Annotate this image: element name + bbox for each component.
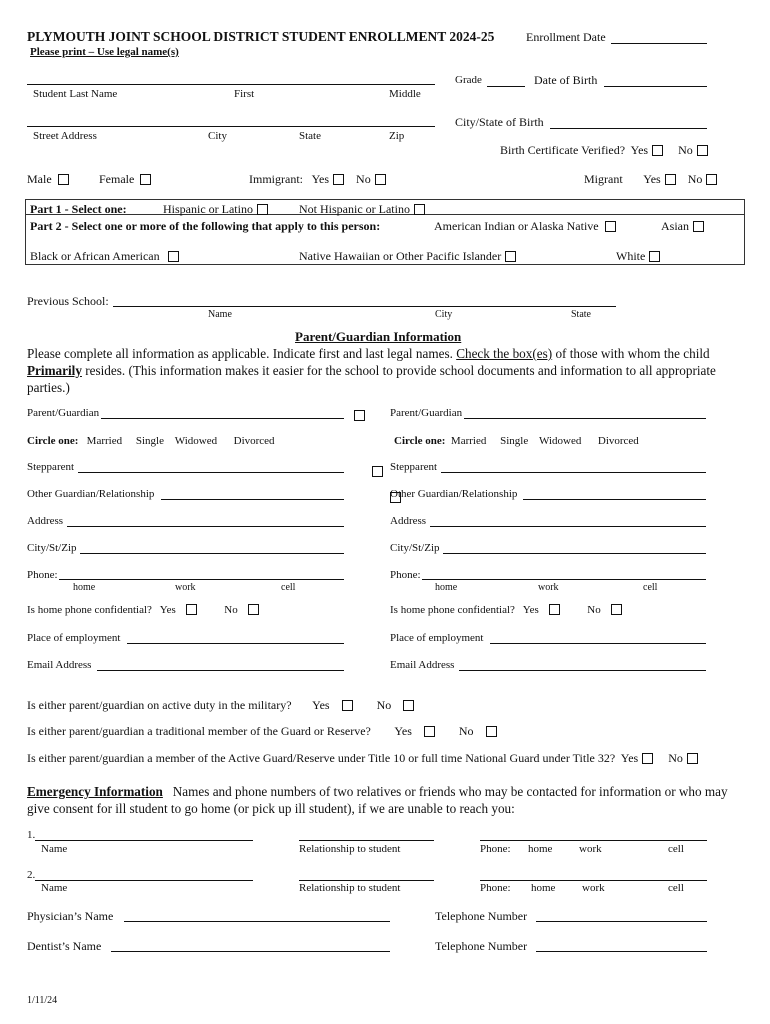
city-state-birth-label: City/State of Birth (455, 115, 544, 129)
white-option (616, 249, 660, 264)
address2-field[interactable] (430, 526, 706, 527)
emergency2-cell-label: cell (668, 882, 684, 894)
dentist-field[interactable] (111, 951, 390, 952)
previous-school-name-label: Name (208, 309, 232, 320)
phone1-home-label: home (73, 582, 96, 593)
military-q1-yes-checkbox[interactable] (342, 700, 353, 711)
emergency1-cell-label: cell (668, 843, 684, 855)
military-q2-no-checkbox[interactable] (486, 726, 497, 737)
intro-part-b: of those with whom the child (552, 346, 710, 361)
black-checkbox[interactable] (168, 251, 179, 262)
parent1-field[interactable] (101, 418, 344, 419)
grade-label: Grade (455, 74, 482, 86)
parent2-marital (394, 435, 639, 447)
white-checkbox[interactable] (649, 251, 660, 262)
immigrant-label: Immigrant: (249, 172, 303, 186)
emergency1-phone-label: Phone: (480, 843, 511, 855)
address1-field[interactable] (67, 526, 344, 527)
student-middle-label: Middle (389, 88, 421, 100)
military-q2 (27, 724, 497, 739)
emergency1-work-label: work (579, 843, 602, 855)
stepparent1-field[interactable] (78, 472, 344, 473)
address1-label: Address (27, 515, 64, 527)
city-state-birth-field[interactable] (550, 128, 707, 129)
parent1-marital (27, 435, 275, 447)
confidential1-label: Is home phone confidential? (27, 604, 152, 616)
zip-label: Zip (389, 130, 405, 142)
parent1-married[interactable]: Married (86, 435, 123, 447)
military-q3-no-checkbox[interactable] (687, 753, 698, 764)
intro-part-a: Please complete all information as applicable. Indicate first and last legal names. (27, 346, 457, 361)
emergency2-phone-label: Phone: (480, 882, 511, 894)
military-q1-yes-label: Yes (312, 698, 330, 712)
confidential1-no-label: No (224, 604, 238, 616)
military-q1-label: Is either parent/guardian on active duty in the military? (27, 698, 292, 712)
phone2-field[interactable] (422, 579, 706, 580)
parent1-checkbox[interactable] (354, 410, 365, 421)
phone1-work-label: work (175, 582, 196, 593)
stepparent2-field[interactable] (441, 472, 706, 473)
emergency1-phone-field[interactable] (480, 840, 707, 841)
parent2-label: Parent/Guardian (390, 407, 463, 419)
city-st-zip1-label: City/St/Zip (27, 542, 77, 554)
male-checkbox[interactable] (58, 174, 69, 185)
immigrant-yes-label: Yes (311, 172, 330, 186)
emergency1-number: 1. (27, 829, 36, 841)
employment2-field[interactable] (490, 643, 706, 644)
student-address-field[interactable] (27, 126, 435, 127)
white-label: White (616, 249, 646, 263)
american-indian-option (434, 219, 616, 234)
parent2-field[interactable] (464, 418, 706, 419)
previous-school-label: Previous School: (27, 294, 109, 308)
hispanic-label: Hispanic or Latino (163, 202, 253, 216)
migrant-no-label: No (687, 172, 703, 186)
grade-field[interactable] (487, 86, 525, 87)
emergency2-name-field[interactable] (35, 880, 253, 881)
military-q3-yes-checkbox[interactable] (642, 753, 653, 764)
email2-label: Email Address (390, 659, 455, 671)
parent2-circle-one-label: Circle one: (394, 435, 446, 447)
print-note: Please print – Use legal name(s) (30, 46, 179, 58)
email1-label: Email Address (27, 659, 92, 671)
male-label: Male (27, 172, 52, 186)
migrant-yes-checkbox[interactable] (665, 174, 676, 185)
birth-cert-label: Birth Certificate Verified? (500, 143, 626, 157)
confidential2-label: Is home phone confidential? (390, 604, 515, 616)
hawaiian-option (299, 249, 516, 264)
other-guardian1-field[interactable] (161, 499, 344, 500)
emergency2-relationship-label: Relationship to student (299, 882, 401, 894)
military-q3 (27, 751, 698, 766)
dob-label: Date of Birth (534, 73, 598, 87)
migrant-question (584, 172, 717, 187)
city-st-zip2-label: City/St/Zip (390, 542, 440, 554)
address2-label: Address (390, 515, 427, 527)
phone2-cell-label: cell (643, 582, 658, 593)
emergency1-name-label: Name (41, 843, 68, 855)
email2-field[interactable] (459, 670, 706, 671)
black-option (30, 249, 179, 264)
stepparent1-label: Stepparent (27, 461, 75, 473)
emergency-title: Emergency Information (27, 784, 163, 799)
military-q1 (27, 698, 414, 713)
stepparent1-checkbox[interactable] (372, 466, 383, 477)
phone2-label: Phone: (390, 569, 421, 581)
stepparent2-label: Stepparent (390, 461, 438, 473)
parent-section-title: Parent/Guardian Information (295, 329, 462, 344)
hispanic-option (163, 202, 268, 217)
emergency2-phone-field[interactable] (480, 880, 707, 881)
birth-cert-yes-label: Yes (630, 143, 649, 157)
student-first-label: First (234, 88, 255, 100)
parent2-single[interactable]: Single (500, 435, 529, 447)
confidential2-no-checkbox[interactable] (611, 604, 622, 615)
part1-label: Part 1 - Select one: (30, 202, 127, 216)
part2-label: Part 2 - Select one or more of the following that apply to this person: (30, 219, 381, 233)
confidential1-yes-checkbox[interactable] (186, 604, 197, 615)
migrant-no-checkbox[interactable] (706, 174, 717, 185)
female-label: Female (99, 172, 135, 186)
street-address-label: Street Address (33, 130, 97, 142)
immigrant-no-checkbox[interactable] (375, 174, 386, 185)
military-q3-no-label: No (668, 751, 683, 765)
birth-cert-no-checkbox[interactable] (697, 145, 708, 156)
parent2-widowed[interactable]: Widowed (539, 435, 582, 447)
physician-field[interactable] (124, 921, 390, 922)
emergency1-home-label: home (528, 843, 553, 855)
confidential2-question (390, 604, 622, 616)
migrant-yes-label: Yes (643, 172, 661, 186)
american-indian-label: American Indian or Alaska Native (434, 219, 599, 233)
employment1-field[interactable] (127, 643, 344, 644)
student-last-name-label: Student Last Name (33, 88, 118, 100)
military-q2-no-label: No (458, 724, 474, 738)
military-q1-no-label: No (376, 698, 392, 712)
employment2-label: Place of employment (390, 632, 484, 644)
phone1-label: Phone: (27, 569, 58, 581)
student-name-field[interactable] (27, 84, 435, 85)
immigrant-yes-checkbox[interactable] (333, 174, 344, 185)
phone2-home-label: home (435, 582, 458, 593)
not-hispanic-option (299, 202, 425, 217)
female-option (99, 172, 151, 187)
emergency2-work-label: work (582, 882, 605, 894)
parent1-circle-one-label: Circle one: (27, 435, 79, 447)
other-guardian2-label: Other Guardian/Relationship (390, 488, 518, 500)
military-q1-no-checkbox[interactable] (403, 700, 414, 711)
parent1-divorced[interactable]: Divorced (233, 435, 275, 447)
male-option (27, 172, 69, 187)
employment1-label: Place of employment (27, 632, 121, 644)
emergency-intro-text: Names and phone numbers of two relatives or friends who may be contacted for information or who may give consent for ill student to go home (or pick up ill student), if we are unable to reach you: (27, 784, 728, 816)
confidential2-yes-label: Yes (522, 604, 539, 616)
immigrant-question (249, 172, 386, 187)
parent1-widowed[interactable]: Widowed (174, 435, 218, 447)
parent2-divorced[interactable]: Divorced (597, 435, 639, 447)
black-label: Black or African American (30, 249, 160, 263)
other-guardian1-label: Other Guardian/Relationship (27, 488, 155, 500)
dentist-telephone-label: Telephone Number (435, 939, 528, 953)
hawaiian-label: Native Hawaiian or Other Pacific Islander (299, 249, 502, 263)
city-st-zip2-field[interactable] (443, 553, 706, 554)
asian-checkbox[interactable] (693, 221, 704, 232)
emergency2-home-label: home (531, 882, 556, 894)
state-label: State (299, 130, 321, 142)
email1-field[interactable] (97, 670, 344, 671)
physician-label: Physician’s Name (27, 909, 114, 923)
other-guardian2-field[interactable] (523, 499, 706, 500)
military-q2-label: Is either parent/guardian a traditional member of the Guard or Reserve? (27, 724, 371, 738)
form-revision-date: 1/11/24 (27, 995, 58, 1006)
emergency2-relationship-field[interactable] (299, 880, 434, 881)
parent-section-intro (27, 345, 727, 396)
confidential2-yes-checkbox[interactable] (549, 604, 560, 615)
confidential1-no-checkbox[interactable] (248, 604, 259, 615)
hawaiian-checkbox[interactable] (505, 251, 516, 262)
military-q3-yes-label: Yes (620, 751, 639, 765)
migrant-label: Migrant (584, 172, 623, 186)
female-checkbox[interactable] (140, 174, 151, 185)
emergency2-number: 2. (27, 869, 36, 881)
not-hispanic-label: Not Hispanic or Latino (299, 202, 410, 216)
not-hispanic-checkbox[interactable] (414, 204, 425, 215)
birth-cert-yes-checkbox[interactable] (652, 145, 663, 156)
dob-field[interactable] (604, 86, 707, 87)
form-title: PLYMOUTH JOINT SCHOOL DISTRICT STUDENT ENROLLMENT 2024-25 (27, 29, 495, 44)
emergency1-relationship-field[interactable] (299, 840, 434, 841)
intro-part-c: resides. (This information makes it easier for the school to provide school documents and information to all appropriate parties.) (27, 363, 716, 395)
confidential1-yes-label: Yes (159, 604, 176, 616)
city-label: City (208, 130, 227, 142)
physician-telephone-label: Telephone Number (435, 909, 528, 923)
emergency1-name-field[interactable] (35, 840, 253, 841)
military-q3-label: Is either parent/guardian a member of the Active Guard/Reserve under Title 10 or full time National Guard under Title 32? (27, 751, 616, 765)
immigrant-no-label: No (356, 172, 371, 186)
parent2-married[interactable]: Married (450, 435, 487, 447)
asian-option (661, 219, 704, 234)
phone1-cell-label: cell (281, 582, 296, 593)
emergency2-name-label: Name (41, 882, 68, 894)
parent1-single[interactable]: Single (135, 435, 164, 447)
previous-school-field[interactable] (113, 306, 616, 307)
previous-school-city-label: City (435, 309, 453, 320)
previous-school-state-label: State (571, 309, 591, 320)
asian-label: Asian (661, 219, 689, 233)
military-q2-yes-checkbox[interactable] (424, 726, 435, 737)
american-indian-checkbox[interactable] (605, 221, 616, 232)
confidential2-no-label: No (587, 604, 601, 616)
phone2-work-label: work (538, 582, 559, 593)
hispanic-checkbox[interactable] (257, 204, 268, 215)
city-st-zip1-field[interactable] (80, 553, 344, 554)
physician-telephone-field[interactable] (536, 921, 707, 922)
military-q2-yes-label: Yes (394, 724, 412, 738)
parent1-label: Parent/Guardian (27, 407, 100, 419)
birth-cert-no-label: No (678, 143, 693, 157)
birth-cert-question (500, 143, 708, 158)
enrollment-date-field[interactable] (611, 43, 707, 44)
phone1-field[interactable] (59, 579, 344, 580)
emergency-intro (27, 783, 742, 817)
dentist-telephone-field[interactable] (536, 951, 707, 952)
intro-check-boxes: Check the box(es) (456, 346, 553, 361)
emergency1-relationship-label: Relationship to student (299, 843, 401, 855)
confidential1-question (27, 604, 259, 616)
dentist-label: Dentist’s Name (27, 939, 102, 953)
intro-primarily: Primarily (27, 363, 82, 378)
enrollment-date-label: Enrollment Date (526, 30, 606, 44)
